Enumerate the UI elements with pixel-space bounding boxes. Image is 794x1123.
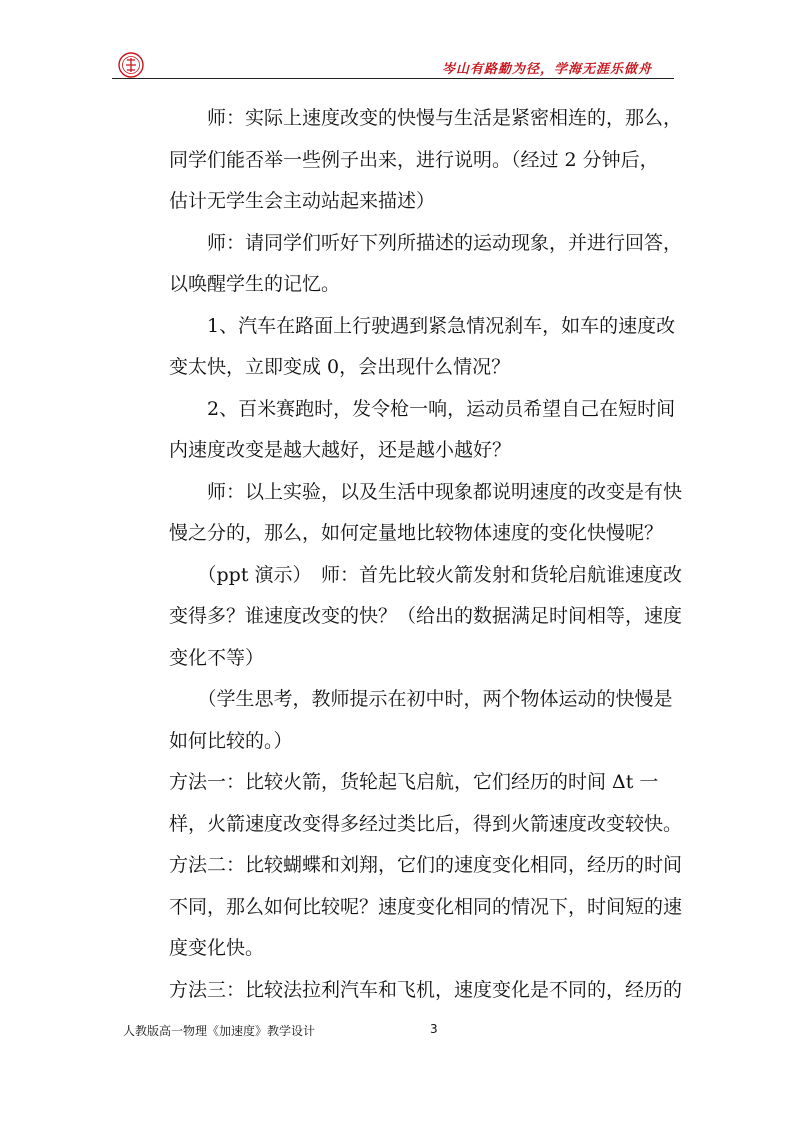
text-line: 变太快，立即变成 0，会出现什么情况？ [169, 356, 511, 378]
text-line: 方法一：比较火箭，货轮起飞启航，它们经历的时间 Δt 一 [169, 771, 659, 793]
header-slogan: 岑山有路勤为径，学海无涯乐做舟 [441, 62, 652, 77]
text-line: 师：请同学们听好下列所描述的运动现象，并进行回答， [169, 231, 683, 254]
text-line: 变化不等） [169, 646, 265, 669]
text-line: 样，火箭速度改变得多经过类比后，得到火箭速度改变较快。 [169, 812, 683, 835]
text-line: 1、汽车在路面上行驶遇到紧急情况刹车，如车的速度改 [169, 314, 676, 337]
text-line: 师：以上实验，以及生活中现象都说明速度的改变是有快 [169, 480, 683, 503]
text-line: 师：实际上速度改变的快慢与生活是紧密相连的，那么， [169, 107, 683, 129]
text-line: 2、百米赛跑时，发令枪一响，运动员希望自己在短时间 [169, 397, 676, 420]
page-header [112, 46, 674, 79]
text-line: 以唤醒学生的记忆。 [169, 273, 341, 295]
text-line: 估计无学生会主动站起来描述） [169, 190, 436, 212]
footer-doc-title: 人教版高一物理《加速度》教学设计 [123, 1024, 316, 1038]
text-line: 如何比较的。） [169, 729, 293, 752]
text-line: 慢之分的，那么，如何定量地比较物体速度的变化快慢呢？ [169, 522, 664, 544]
text-line: 不同，那么如何比较呢？速度变化相同的情况下，时间短的速 [169, 895, 683, 918]
page-number: 3 [430, 1022, 438, 1036]
text-line: 内速度改变是越大越好，还是越小越好？ [169, 439, 512, 461]
text-line: （ppt 演示） 师：首先比较火箭发射和货轮启航谁速度改 [169, 563, 683, 586]
document-body [169, 98, 683, 1011]
text-line: 同学们能否举一些例子出来，进行说明。（经过 2 分钟后， [169, 148, 659, 171]
text-line: 方法二：比较蝴蝶和刘翔，它们的速度变化相同，经历的时间 [169, 854, 683, 876]
text-line: （学生思考，教师提示在初中时，两个物体运动的快慢是 [169, 688, 673, 710]
text-line: 度变化快。 [169, 937, 265, 959]
text-line: 变得多？谁速度改变的快？（给出的数据满足时间相等，速度 [169, 605, 683, 627]
school-seal-icon [118, 52, 144, 78]
text-line: 方法三：比较法拉利汽车和飞机，速度变化是不同的，经历的 [169, 978, 683, 1001]
